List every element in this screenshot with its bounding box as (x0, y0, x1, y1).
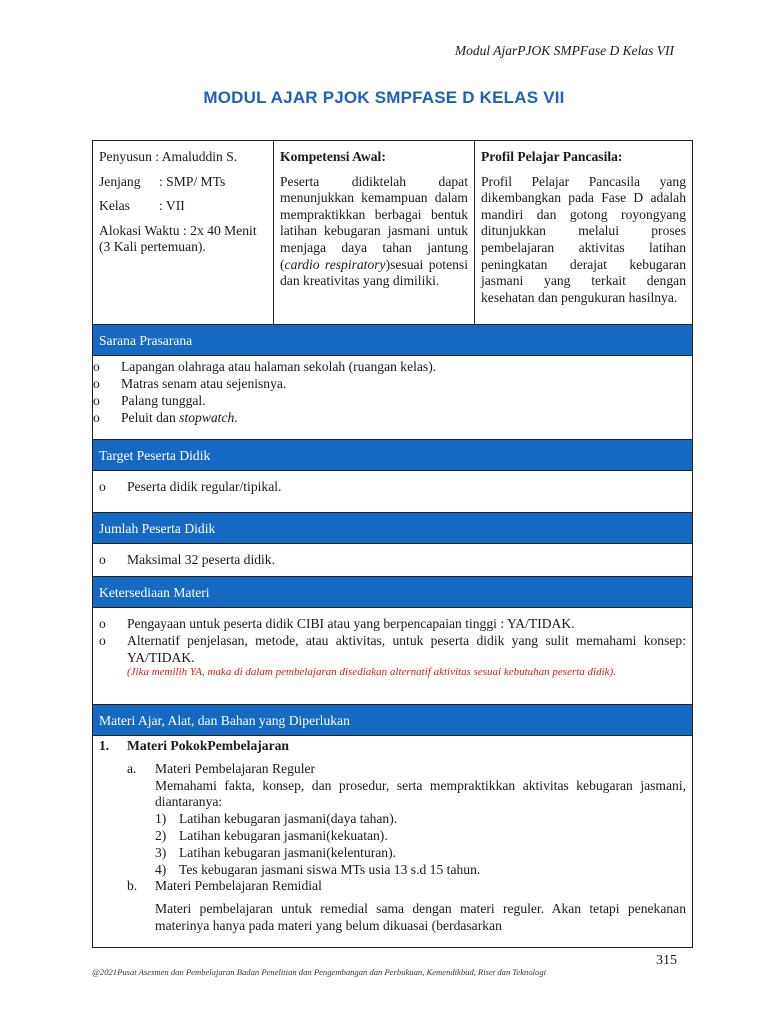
kelas-label: Kelas (99, 198, 130, 214)
jumlah-header: Jumlah Peserta Didik (93, 513, 692, 544)
list-item (99, 615, 686, 632)
list-item-text: . (234, 410, 238, 425)
list-item (99, 551, 686, 568)
list-item-text: Latihan kebugaran jasmani(daya tahan). (179, 811, 398, 827)
kompetensi-heading: Kompetensi Awal: (280, 149, 386, 164)
profil-text: Profil Pelajar Pancasila yang dikembangkan pada Fase D adalah mandiri dan gotong royongyang ditunjukkan melalui proses pembelajaran aktivitas latihan peningkatan derajat kebugaran jasmani yang terkait dengan kesehatan dan pengukuran hasilnya. (481, 173, 686, 305)
subsection-title: Materi Pembelajaran Reguler (155, 760, 316, 776)
list-item (99, 632, 686, 666)
item-number: 4) (155, 861, 167, 877)
penyusun: Penyusun : Amaluddin S. (99, 149, 238, 164)
subsection-a-desc: Memahami fakta, konsep, dan prosedur, serta mempraktikkan aktivitas kebugaran jasmani, diantaranya: (155, 777, 686, 810)
kompetensi-text-italic: cardio respiratory (284, 256, 386, 272)
subsection-label: b. (127, 878, 138, 894)
subsection-title: Materi Pembelajaran Remidial (155, 878, 322, 894)
bullet-icon: o (99, 633, 106, 648)
section-number: 1. (99, 738, 110, 753)
target-list (93, 471, 692, 513)
list-item (93, 409, 686, 426)
list-item (93, 375, 686, 392)
list-item (93, 358, 686, 375)
sarana-header: Sarana Prasarana (93, 325, 692, 356)
kompetensi-text-1: Peserta didiktelah dapat menunjukkan kemampuan dalam mempraktikkan berbagai bentuk latihan kebugaran jasmani untuk menjaga daya tahan jantung ( (280, 173, 468, 272)
item-number: 1) (155, 811, 167, 827)
materi-content (93, 736, 692, 935)
list-item-text: Peserta didik regular/tipikal. (127, 479, 282, 494)
list-item (99, 862, 686, 879)
list-item-text: Pengayaan untuk peserta didik CIBI atau yang berpencapaian tinggi : YA/TIDAK. (127, 616, 575, 631)
list-item (99, 845, 686, 862)
list-item-text: Matras senam atau sejenisnya. (121, 376, 287, 391)
list-item-text: Tes kebugaran jasmani siswa MTs usia 13 s.d 15 tahun. (179, 861, 481, 877)
jenjang-value: : SMP/ MTs (159, 173, 226, 189)
bullet-icon: o (93, 410, 100, 425)
ketersediaan-header: Ketersediaan Materi (93, 577, 692, 608)
jenjang (99, 174, 267, 191)
identity-cell (93, 141, 274, 324)
kompetensi-cell (274, 141, 475, 324)
ketersediaan-list (93, 608, 692, 705)
target-header: Target Peserta Didik (93, 440, 692, 471)
jenjang-label: Jenjang (99, 173, 141, 189)
list-item-text: Maksimal 32 peserta didik. (127, 552, 275, 567)
footer-copyright: @2021Pusat Asesmen dan Pembelajaran Badan Penelitian dan Pengembangan dan Perbukuan, Kemendikbud, Riset dan Teknologi (92, 967, 546, 977)
item-number: 3) (155, 844, 167, 860)
kelas (99, 198, 267, 215)
bullet-icon: o (99, 616, 106, 631)
list-item (99, 828, 686, 845)
subsection-label: a. (127, 760, 137, 776)
subsection-b-desc: Materi pembelajaran untuk remedial sama dengan materi reguler. Akan tetapi penekanan materinya hanya pada materi yang belum dikuasai (berdasarkan (155, 901, 686, 933)
list-item (93, 392, 686, 409)
page-number: 315 (656, 953, 677, 968)
bullet-icon: o (99, 552, 106, 567)
kompetensi-text (280, 174, 468, 290)
list-item-text: Lapangan olahraga atau halaman sekolah (ruangan kelas). (121, 359, 437, 374)
list-item (99, 811, 686, 828)
sarana-list (93, 356, 692, 440)
jumlah-list (93, 544, 692, 577)
bullet-icon: o (99, 479, 106, 494)
list-item (99, 478, 686, 495)
kompetensi-text-2: )sesuai potensi dan kreativitas yang dimiliki. (280, 256, 468, 289)
subsection-a (99, 761, 686, 778)
module-table (92, 140, 693, 948)
running-header: Modul AjarPJOK SMPFase D Kelas VII (454, 43, 674, 58)
list-item-text: Alternatif penjelasan, metode, atau aktivitas, untuk peserta didik yang sulit memahami konsep: YA/TIDAK. (127, 633, 686, 665)
note-text: (Jika memilih YA, maka di dalam pembelajaran disediakan alternatif aktivitas sesuai kebutuhan peserta didik). (127, 666, 616, 678)
section-title: Materi PokokPembelajaran (127, 738, 289, 753)
bullet-icon: o (93, 376, 100, 391)
alokasi-waktu: Alokasi Waktu : 2x 40 Menit (3 Kali pertemuan). (99, 222, 257, 255)
list-item-text: Latihan kebugaran jasmani(kelenturan). (179, 844, 397, 860)
list-item-text: Peluit dan (121, 410, 180, 425)
kelas-value: : VII (159, 198, 185, 214)
bullet-icon: o (93, 359, 100, 374)
list-item-text: Latihan kebugaran jasmani(kekuatan). (179, 827, 388, 843)
item-number: 2) (155, 827, 167, 843)
info-row (93, 141, 692, 325)
list-item-text: Palang tunggal. (121, 393, 206, 408)
profil-heading: Profil Pelajar Pancasila: (481, 149, 623, 164)
page-title: MODUL AJAR PJOK SMPFASE D KELAS VII (203, 88, 565, 107)
bullet-icon: o (93, 393, 100, 408)
stopwatch-text: stopwatch (179, 410, 235, 425)
subsection-b (99, 878, 686, 895)
materi-header: Materi Ajar, Alat, dan Bahan yang Diperlukan (93, 705, 692, 736)
section-heading (99, 738, 686, 755)
profil-cell (475, 141, 692, 324)
